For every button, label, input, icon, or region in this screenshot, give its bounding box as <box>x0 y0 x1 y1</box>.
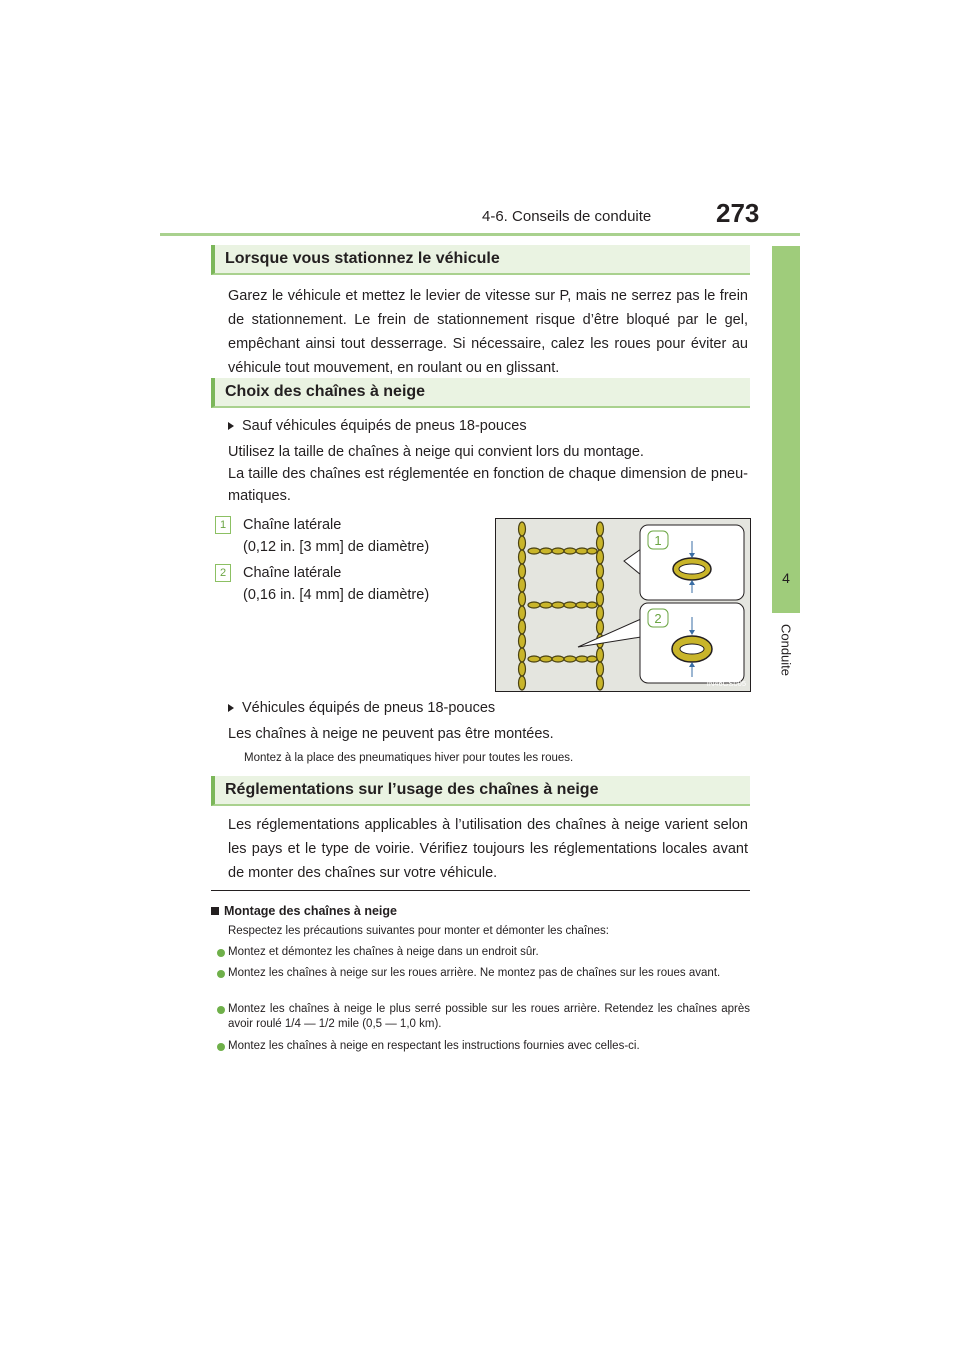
callout-pointer-2 <box>578 619 641 647</box>
callout-number-1: 1 <box>654 533 662 548</box>
side-tab-label: Conduite <box>778 623 794 677</box>
horizontal-chain-middle <box>528 602 597 608</box>
paragraph-regulations: Les réglementations applicables à l’utilisation des chaînes à neige varient selon les pays et le type de voirie. Vérifiez toujours les réglementations locales avant de monter des chaînes sur votre véhicule. <box>228 817 748 881</box>
horizontal-chain-bottom <box>528 656 597 662</box>
arrow-bullet-icon <box>228 422 234 430</box>
snow-chain-illustration <box>495 518 751 692</box>
snow-chain-drawing <box>496 519 750 691</box>
callout-number-2: 2 <box>654 611 662 626</box>
paragraph-chain-size: Utilisez la taille de chaînes à neige qui convient lors du montage. La taille des chaînes est réglementée en fonction de chaque dimension de pneu-matiques. <box>228 444 748 504</box>
green-dot-icon <box>217 1043 225 1051</box>
green-dot-icon <box>217 1006 225 1014</box>
bullet-without-18in: Sauf véhicules équipés de pneus 18-pouces <box>228 415 527 437</box>
chapter-title: 4-6. Conseils de conduite <box>482 208 652 225</box>
green-dot-icon <box>217 949 225 957</box>
notes-title: Montage des chaînes à neige <box>211 904 397 918</box>
square-bullet-icon <box>211 907 219 915</box>
note-item: Montez les chaînes à neige en respectant les instructions fournies avec celles-ci. <box>228 1039 750 1054</box>
item-badge-2: 2 <box>215 564 231 582</box>
left-vertical-chain <box>519 522 526 690</box>
note-item: Montez les chaînes à neige sur les roues arrière. Ne montez pas de chaînes sur les roues avant. <box>228 966 750 981</box>
right-vertical-chain <box>597 522 604 690</box>
horizontal-chain-top <box>528 548 597 554</box>
paragraph-parking: Garez le véhicule et mettez le levier de vitesse sur P, mais ne serrez pas le frein de stationnement. Le frein de stationnement risque d’être bloqué par le gel, empêchant ainsi tout desserrage. Si nécessaire, calez les roues pour éviter au véhicule tout mouvement, en roulant ou en glissant. <box>228 288 748 376</box>
arrow-bullet-icon <box>228 704 234 712</box>
bullet-with-18in: Véhicules équipés de pneus 18-pouces <box>228 697 495 719</box>
item-badge-1: 1 <box>215 516 231 534</box>
note-item: Montez les chaînes à neige le plus serré possible sur les roues arrière. Retendez les chaînes après avoir roulé 1/4 — 1/2 mile (0,5 — 1,0 km). <box>228 1002 750 1032</box>
section-heading-parking: Lorsque vous stationnez le véhicule <box>211 245 750 275</box>
notes-divider <box>211 890 750 891</box>
callout-pointer-1 <box>624 549 641 575</box>
notes-intro: Respectez les précautions suivantes pour monter et démonter les chaînes: <box>228 925 609 937</box>
side-tab-number: 4 <box>782 570 790 586</box>
chains-not-allowed: Les chaînes à neige ne peuvent pas être montées. <box>228 726 554 742</box>
page-number: 273 <box>716 198 760 228</box>
figure-code: IN46GS005 <box>706 679 746 688</box>
item-side-chain-3mm: Chaîne latérale (0,12 in. [3 mm] de diamètre) <box>243 517 430 555</box>
winter-tires-note: Montez à la place des pneumatiques hiver pour toutes les roues. <box>244 752 574 764</box>
chapter-side-tab <box>772 246 800 613</box>
note-item: Montez et démontez les chaînes à neige dans un endroit sûr. <box>228 945 750 960</box>
green-dot-icon <box>217 970 225 978</box>
section-heading-regulations: Réglementations sur l’usage des chaînes à neige <box>211 776 750 806</box>
item-side-chain-4mm: Chaîne latérale (0,16 in. [4 mm] de diamètre) <box>243 565 430 603</box>
section-heading-chains-choice: Choix des chaînes à neige <box>211 378 750 408</box>
header-rule <box>160 233 800 236</box>
